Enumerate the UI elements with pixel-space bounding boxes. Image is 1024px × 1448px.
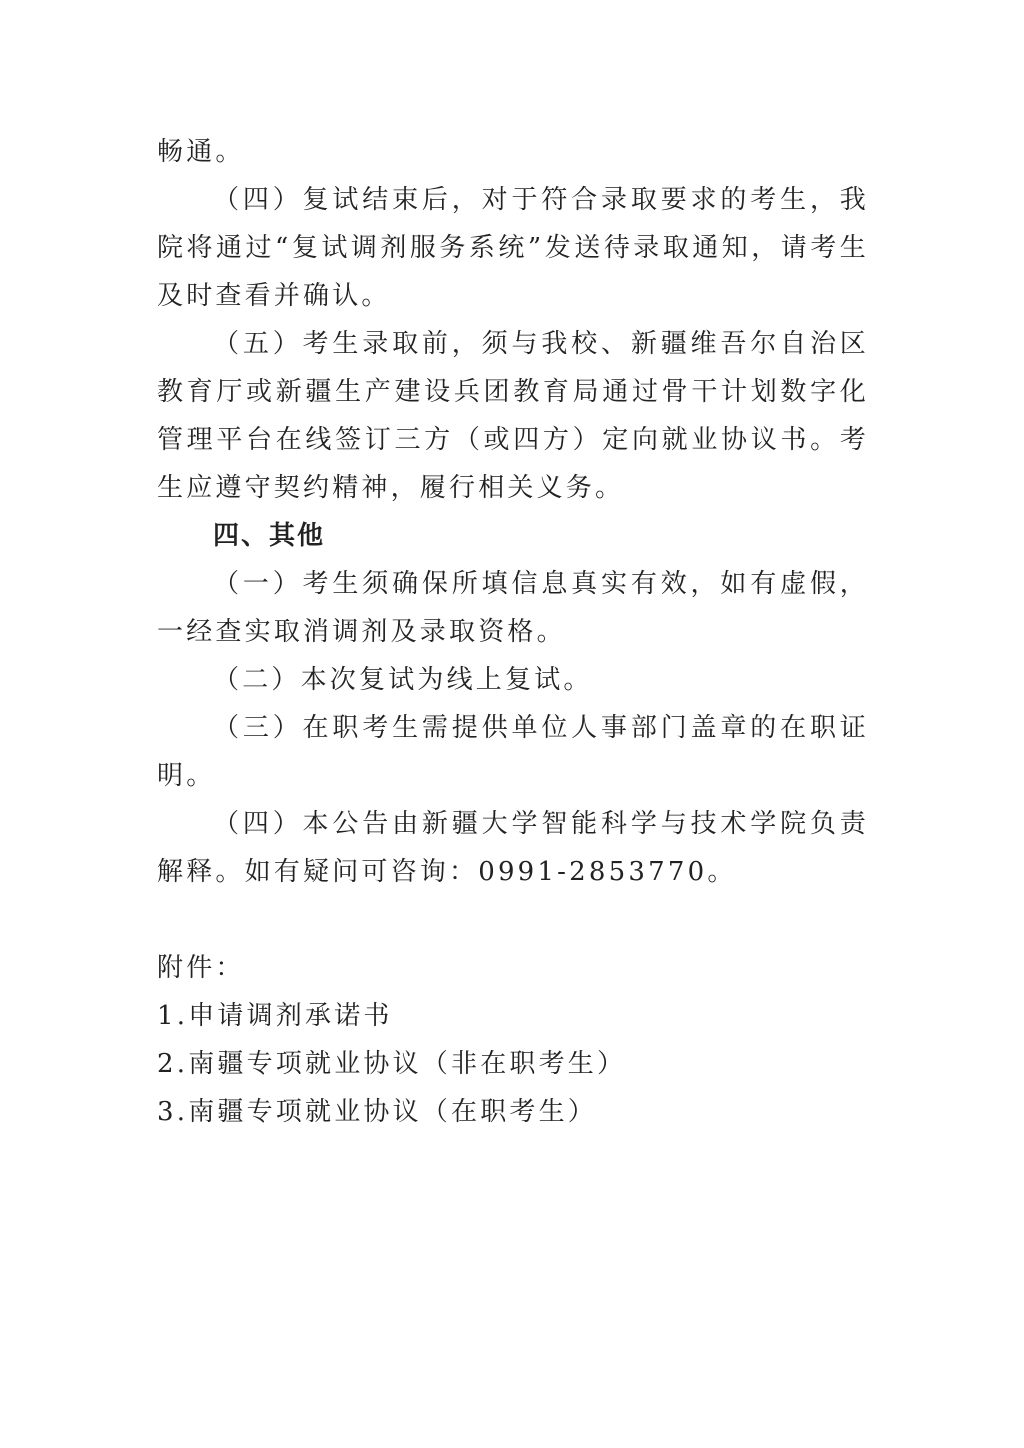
paragraph-item-5: （五）考生录取前，须与我校、新疆维吾尔自治区教育厅或新疆生产建设兵团教育局通过骨干计划数字化管理平台在线签订三方（或四方）定向就业协议书。考生应遵守契约精神，履行相关义务。: [157, 329, 869, 503]
paragraph-continuation: 畅通。: [157, 137, 245, 167]
spacer: [157, 896, 869, 944]
attachment-item-2: 2.南疆专项就业协议（非在职考生）: [157, 1049, 627, 1079]
paragraph-item-4: （四）复试结束后，对于符合录取要求的考生，我院将通过“复试调剂服务系统”发送待录取通知，请考生及时查看并确认。: [157, 185, 869, 311]
other-item-3: （三）在职考生需提供单位人事部门盖章的在职证明。: [157, 713, 869, 791]
section-heading-other: 四、其他: [213, 521, 326, 551]
other-item-1: （一）考生须确保所填信息真实有效，如有虚假，一经查实取消调剂及录取资格。: [157, 569, 869, 647]
attachment-item-3: 3.南疆专项就业协议（在职考生）: [157, 1097, 598, 1127]
document-body: [157, 128, 869, 1136]
attachment-item-1: 1.申请调剂承诺书: [157, 1001, 393, 1031]
other-item-2: （二）本次复试为线上复试。: [213, 665, 593, 695]
other-item-4: （四）本公告由新疆大学智能科学与技术学院负责解释。如有疑问可咨询：0991-2853770。: [157, 809, 869, 887]
attachments-label: 附件：: [157, 953, 245, 983]
